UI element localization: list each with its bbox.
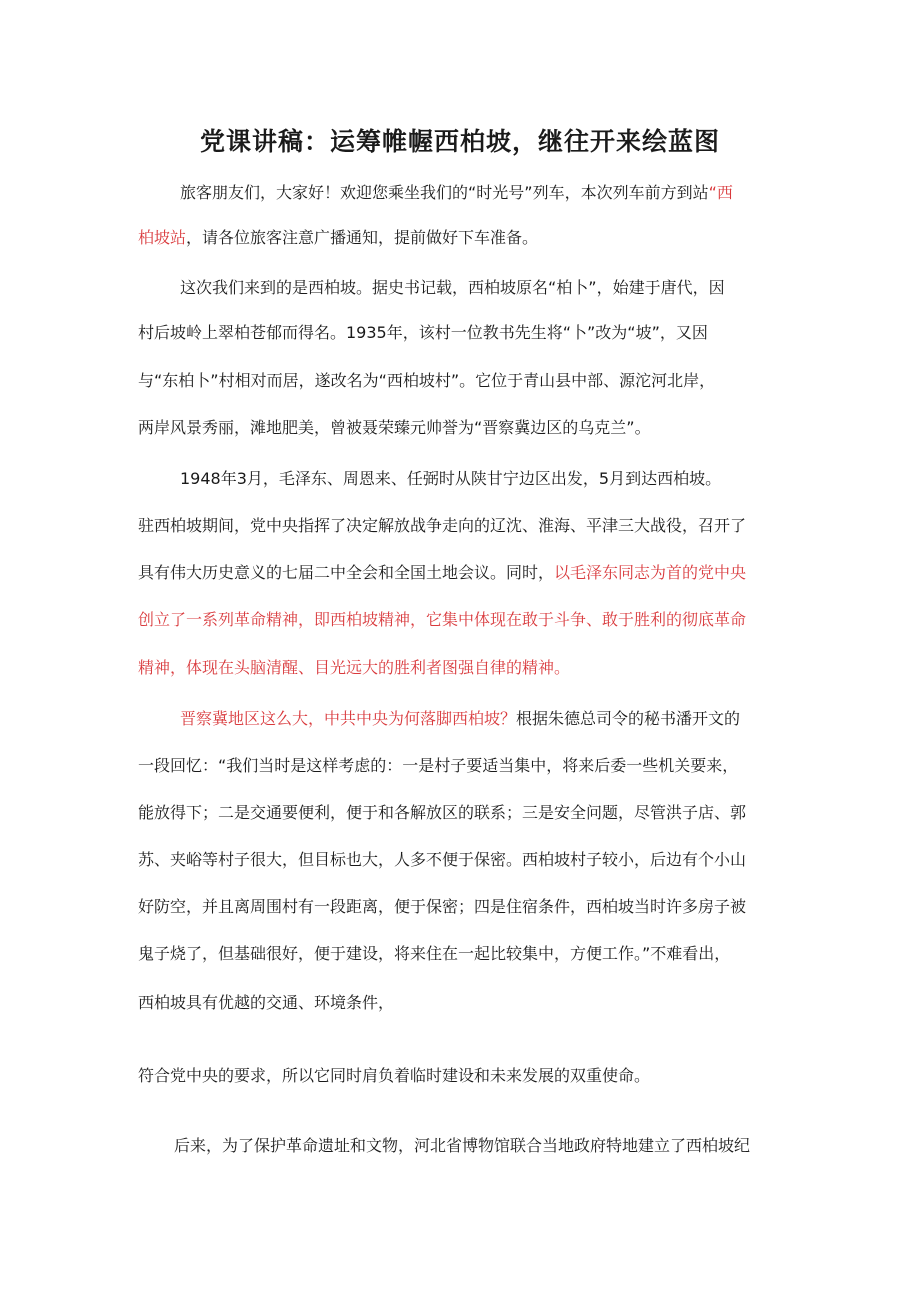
- highlighted-text: 创立了一系列革命精神，即西柏坡精神，它集中体现在敢于斗争、敢于胜利的彻底革命: [138, 610, 747, 629]
- highlighted-text: “西: [708, 183, 733, 202]
- text-segment: 村后坡岭上翠柏苍郁而得名。1935年，该村一位教书先生将“卜”改为“坡”，又因: [138, 323, 708, 342]
- text-segment: 一段回忆：“我们当时是这样考虑的：一是村子要适当集中，将来后委一些机关要来，: [138, 756, 739, 775]
- text-segment: 能放得下；二是交通要便利，便于和各解放区的联系；三是安全问题，尽管洪子店、郭: [138, 803, 747, 822]
- text-segment: 与“东柏卜”村相对而居，遂改名为“西柏坡村”。它位于青山县中部、源沱河北岸，: [138, 371, 716, 390]
- text-line: [138, 369, 715, 393]
- text-line: [138, 561, 746, 585]
- text-line: [138, 1064, 650, 1088]
- text-segment: 具有伟大历史意义的七届二中全会和全国土地会议。同时，: [138, 563, 555, 582]
- text-segment: 鬼子烧了，但基础很好，便于建设，将来住在一起比较集中，方便工作。”不难看出，: [138, 944, 731, 963]
- text-line: [138, 801, 746, 825]
- text-line: [180, 707, 740, 731]
- text-segment: 西柏坡具有优越的交通、环境条件，: [138, 993, 395, 1012]
- text-line: [180, 181, 733, 205]
- text-line: [138, 754, 738, 778]
- text-line: [174, 1134, 750, 1158]
- highlighted-text: 晋察冀地区这么大，中共中央为何落脚西柏坡？: [180, 709, 517, 728]
- text-line: [180, 467, 721, 491]
- text-segment: 两岸风景秀丽，滩地肥美，曾被聂荣臻元帅誉为“晋察冀边区的乌克兰”。: [138, 418, 651, 437]
- highlighted-text: 以毛泽东同志为首的党中央: [554, 563, 747, 582]
- text-segment: 1948年3月，毛泽东、周恩来、任弼时从陕甘宁边区出发，5月到达西柏坡。: [180, 469, 722, 488]
- text-line: [138, 416, 651, 440]
- highlighted-text: 柏坡站: [138, 228, 187, 247]
- text-line: [138, 514, 746, 538]
- document-title: 党课讲稿：运筹帷幄西柏坡，继往开来绘蓝图: [199, 127, 720, 156]
- text-segment: 符合党中央的要求，所以它同时肩负着临时建设和未来发展的双重使命。: [138, 1066, 651, 1085]
- text-segment: 根据朱德总司令的秘书潘开文的: [516, 709, 741, 728]
- text-line: [138, 608, 746, 632]
- text-segment: 后来，为了保护革命遗址和文物，河北省博物馆联合当地政府特地建立了西柏坡纪: [174, 1136, 751, 1155]
- text-segment: 驻西柏坡期间，党中央指挥了决定解放战争走向的辽沈、淮海、平津三大战役，召开了: [138, 516, 747, 535]
- text-segment: 好防空，并且离周围村有一段距离，便于保密；四是住宿条件，西柏坡当时许多房子被: [138, 897, 747, 916]
- text-line: [180, 276, 725, 300]
- text-segment: 苏、夹峪等村子很大，但目标也大，人多不便于保密。西柏坡村子较小，后边有个小山: [138, 850, 747, 869]
- text-segment: ，请各位旅客注意广播通知，提前做好下车准备。: [186, 228, 539, 247]
- highlighted-text: 精神，体现在头脑清醒、目光远大的胜利者图强自律的精神。: [138, 658, 571, 677]
- text-line: [138, 226, 538, 250]
- text-line: [138, 895, 746, 919]
- text-line: [138, 656, 570, 680]
- text-segment: 旅客朋友们，大家好！欢迎您乘坐我们的“时光号”列车，本次列车前方到站: [180, 183, 709, 202]
- text-line: [138, 848, 746, 872]
- text-line: [138, 942, 730, 966]
- text-segment: 这次我们来到的是西柏坡。据史书记载，西柏坡原名“柏卜”，始建于唐代，因: [180, 278, 725, 297]
- text-line: [138, 991, 394, 1015]
- text-line: [138, 321, 708, 345]
